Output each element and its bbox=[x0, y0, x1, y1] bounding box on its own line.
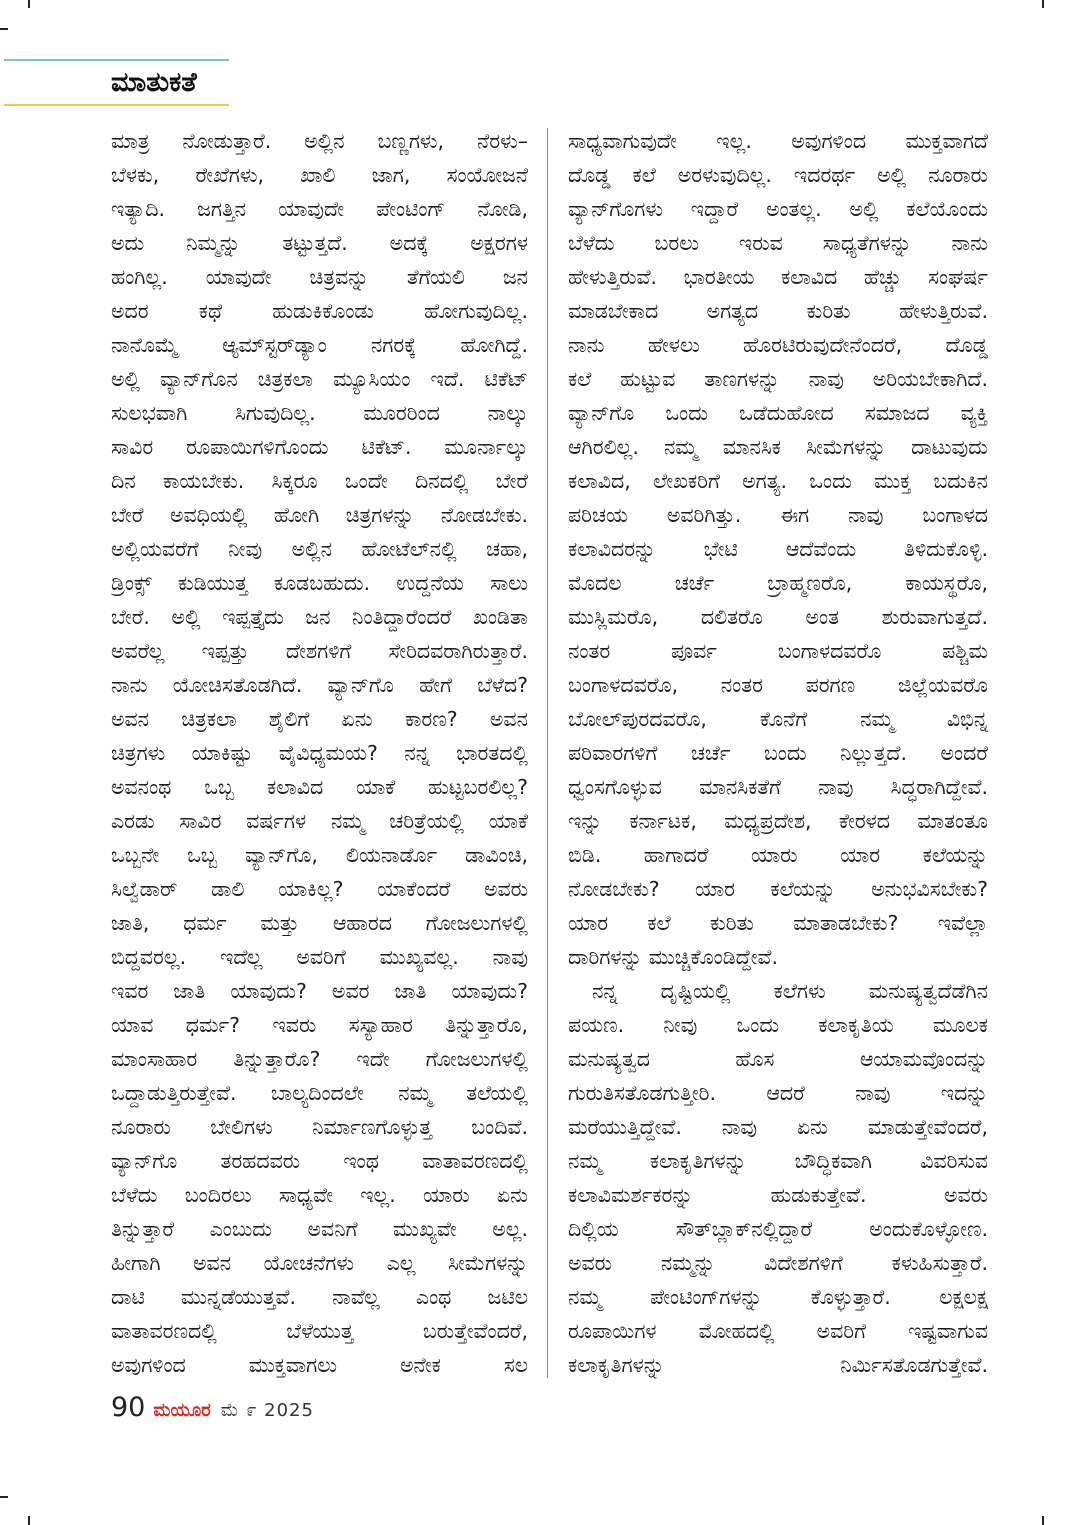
text-line: ನೋಡಬೇಕು? ಯಾರ ಕಲೆಯನ್ನು ಅನುಭವಿಸಬೇಕು? bbox=[568, 877, 988, 901]
text-line: ಧ್ವಂಸಗೊಳ್ಳುವ ಮಾನಸಿಕತೆಗೆ ನಾವು ಸಿದ್ಧರಾಗಿದ್ದೇವೆ. bbox=[568, 775, 988, 799]
text-line: ಕಲಾವಿದ, ಲೇಖಕರಿಗೆ ಅಗತ್ಯ. ಒಂದು ಮುಕ್ತ ಬದುಕಿನ bbox=[568, 469, 988, 493]
text-line: ಹೀಗಾಗಿ ಅವನ ಯೋಚನೆಗಳು ಎಲ್ಲ ಸೀಮೆಗಳನ್ನು bbox=[111, 1251, 528, 1275]
text-line: ಬೇರೆ ಅವಧಿಯಲ್ಲಿ ಹೋಗಿ ಚಿತ್ರಗಳನ್ನು ನೋಡಬೇಕು. bbox=[111, 503, 528, 527]
text-line: ಅಲ್ಲಿ ವ್ಯಾನ್‌ಗೊನ ಚಿತ್ರಕಲಾ ಮ್ಯೂಸಿಯಂ ಇದೆ. ಟಿಕೆಟ್ bbox=[111, 367, 528, 391]
magazine-name: ಮಯೂರ bbox=[153, 1400, 211, 1421]
crop-mark-bottom-right bbox=[1042, 1516, 1044, 1525]
text-line: ದಿನ ಕಾಯಬೇಕು. ಸಿಕ್ಕರೂ ಒಂದೇ ದಿನದಲ್ಲಿ ಬೇರೆ bbox=[111, 469, 528, 493]
text-line: ಕಲಾಕೃತಿಗಳನ್ನು ನಿರ್ಮಿಸತೊಡಗುತ್ತೇವೆ. bbox=[568, 1353, 988, 1377]
text-line: ವ್ಯಾನ್‌ಗೊ ತರಹದವರು ಇಂಥ ವಾತಾವರಣದಲ್ಲಿ bbox=[111, 1149, 528, 1173]
text-line: ನೂರಾರು ಬೇಲಿಗಳು ನಿರ್ಮಾಣಗೊಳ್ಳುತ್ತ ಬಂದಿವೆ. bbox=[111, 1115, 528, 1139]
text-line: ರೂಪಾಯಿಗಳ ಮೋಹದಲ್ಲಿ ಅವರಿಗೆ ಇಷ್ಟವಾಗುವ bbox=[568, 1319, 988, 1343]
text-line: ಆಗಿರಲಿಲ್ಲ. ನಮ್ಮ ಮಾನಸಿಕ ಸೀಮೆಗಳನ್ನು ದಾಟುವುದು bbox=[568, 435, 988, 459]
page-number: 90 bbox=[111, 1392, 146, 1423]
text-line: ಬೆಳಕು, ರೇಖೆಗಳು, ಖಾಲಿ ಜಾಗ, ಸಂಯೋಜನೆ bbox=[111, 163, 528, 187]
text-line: ಯಾರ ಕಲೆ ಕುರಿತು ಮಾತಾಡಬೇಕು? ಇವೆಲ್ಲಾ bbox=[568, 911, 988, 935]
text-line: ಮುಸ್ಲಿಮರೊ, ದಲಿತರೊ ಅಂತ ಶುರುವಾಗುತ್ತದೆ. bbox=[568, 605, 988, 629]
text-line: ಮರೆಯುತ್ತಿದ್ದೇವೆ. ನಾವು ಏನು ಮಾಡುತ್ತೇವೆಂದರೆ, bbox=[568, 1115, 988, 1139]
text-line: ಪರಿವಾರಗಳಿಗೆ ಚರ್ಚೆ ಬಂದು ನಿಲ್ಲುತ್ತದೆ. ಅಂದರೆ bbox=[568, 741, 988, 765]
text-line: ದಾರಿಗಳನ್ನು ಮುಚ್ಚಿಕೊಂಡಿದ್ದೇವೆ. bbox=[568, 945, 778, 969]
text-line: ಪರಿಚಯ ಅವರಿಗಿತ್ತು. ಈಗ ನಾವು ಬಂಗಾಳದ bbox=[568, 503, 988, 527]
text-line: ಅವನ ಚಿತ್ರಕಲಾ ಶೈಲಿಗೆ ಏನು ಕಾರಣ? ಅವನ bbox=[111, 707, 528, 731]
crop-mark-left-lower bbox=[0, 1496, 8, 1498]
text-line: ಇವರ ಜಾತಿ ಯಾವುದು? ಅವರ ಜಾತಿ ಯಾವುದು? bbox=[111, 979, 528, 1003]
text-line: ಬಿಡಿ. ಹಾಗಾದರೆ ಯಾರು ಯಾರ ಕಲೆಯನ್ನು bbox=[568, 843, 988, 867]
crop-mark-top-left bbox=[28, 0, 30, 8]
text-line: ನಾನೊಮ್ಮೆ ಆ್ಯಮ್‌ಸ್ಟರ್‌ಡ್ಯಾಂ ನಗರಕ್ಕೆ ಹೋಗಿದ್ದೆ. bbox=[111, 333, 528, 357]
text-line: ಸಾಧ್ಯವಾಗುವುದೇ ಇಲ್ಲ. ಅವುಗಳಿಂದ ಮುಕ್ತವಾಗದೆ bbox=[568, 129, 988, 153]
article-column-right bbox=[568, 124, 988, 1382]
text-line: ವ್ಯಾನ್‌ಗೊ ಒಂದು ಒಡೆದುಹೋದ ಸಮಾಜದ ವ್ಯಕ್ತಿ bbox=[568, 401, 988, 425]
article-column-left bbox=[111, 124, 528, 1382]
text-line: ದಿಲ್ಲಿಯ ಸೌತ್‌ಬ್ಲಾಕ್‌ನಲ್ಲಿದ್ದಾರೆ ಅಂದುಕೊಳ್ಳೋಣ. bbox=[568, 1217, 988, 1241]
text-line: ಅಲ್ಲಿಯವರೆಗೆ ನೀವು ಅಲ್ಲಿನ ಹೋಟೆಲ್‌ನಲ್ಲಿ ಚಹಾ, bbox=[111, 537, 528, 561]
text-line: ಹಂಗಿಲ್ಲ. ಯಾವುದೇ ಚಿತ್ರವನ್ನು ತೆಗೆಯಲಿ ಜನ bbox=[111, 265, 528, 289]
text-line: ಬಂಗಾಳದವರೊ, ನಂತರ ಪರಗಣ ಜಿಲ್ಲೆಯವರೊ bbox=[568, 673, 988, 697]
text-line: ಅವನಂಥ ಒಬ್ಬ ಕಲಾವಿದ ಯಾಕೆ ಹುಟ್ಟಬರಲಿಲ್ಲ? bbox=[111, 775, 528, 799]
text-line: ಒದ್ದಾಡುತ್ತಿರುತ್ತೇವೆ. ಬಾಲ್ಯದಿಂದಲೇ ನಮ್ಮ ತಲೆಯಲ್ಲಿ bbox=[111, 1081, 528, 1105]
text-line: ದೊಡ್ಡ ಕಲೆ ಅರಳುವುದಿಲ್ಲ. ಇದರರ್ಥ ಅಲ್ಲಿ ನೂರಾರು bbox=[568, 163, 988, 187]
header-rule-bottom bbox=[4, 104, 229, 106]
text-line: ಸಿಲ್ವೆಡಾರ್ ಡಾಲಿ ಯಾಕಿಲ್ಲ? ಯಾಕೆಂದರೆ ಅವರು bbox=[111, 877, 528, 901]
issue-date: ಮೆ ೯ 2025 bbox=[220, 1400, 314, 1421]
crop-mark-bottom-left bbox=[28, 1516, 30, 1525]
text-line: ಪಯಣ. ನೀವು ಒಂದು ಕಲಾಕೃತಿಯ ಮೂಲಕ bbox=[568, 1013, 988, 1037]
text-line: ಮಾತ್ರ ನೋಡುತ್ತಾರೆ. ಅಲ್ಲಿನ ಬಣ್ಣಗಳು, ನೆರಳು– bbox=[111, 129, 528, 153]
text-line: ಗುರುತಿಸತೊಡಗುತ್ತೀರಿ. ಆದರೆ ನಾವು ಇದನ್ನು bbox=[568, 1081, 988, 1105]
text-line: ಮಾಂಸಾಹಾರ ತಿನ್ನುತ್ತಾರೊ? ಇದೇ ಗೋಜಲುಗಳಲ್ಲಿ bbox=[111, 1047, 528, 1071]
text-line: ಅದರ ಕಥೆ ಹುಡುಕಿಕೊಂಡು ಹೋಗುವುದಿಲ್ಲ. bbox=[111, 299, 528, 323]
text-line: ಅವರೆಲ್ಲ ಇಪ್ಪತ್ತು ದೇಶಗಳಿಗೆ ಸೇರಿದವರಾಗಿರುತ್ತಾರೆ. bbox=[111, 639, 528, 663]
text-line: ಡ್ರಿಂಕ್ಸ್ ಕುಡಿಯುತ್ತ ಕೂಡಬಹುದು. ಉದ್ದನೆಯ ಸಾಲು bbox=[111, 571, 528, 595]
text-line: ಬೆಳೆದು ಬರಲು ಇರುವ ಸಾಧ್ಯತೆಗಳನ್ನು ನಾನು bbox=[568, 231, 988, 255]
text-line: ತಿನ್ನುತ್ತಾರೆ ಎಂಬುದು ಅವನಿಗೆ ಮುಖ್ಯವೇ ಅಲ್ಲ. bbox=[111, 1217, 528, 1241]
crop-mark-left-upper bbox=[0, 28, 8, 30]
header-rule-top bbox=[4, 59, 229, 61]
text-line: ವಾತಾವರಣದಲ್ಲಿ ಬೆಳೆಯುತ್ತ ಬರುತ್ತೇವೆಂದರೆ, bbox=[111, 1319, 528, 1343]
text-line: ನನ್ನ ದೃಷ್ಟಿಯಲ್ಲಿ ಕಲೆಗಳು ಮನುಷ್ಯತ್ವದೆಡೆಗಿನ bbox=[592, 979, 988, 1003]
text-line: ವ್ಯಾನ್‌ಗೊಗಳು ಇದ್ದಾರೆ ಅಂತಲ್ಲ. ಅಲ್ಲಿ ಕಲೆಯೊಂದು bbox=[568, 197, 988, 221]
text-line: ಚಿತ್ರಗಳು ಯಾಕಿಷ್ಟು ವೈವಿಧ್ಯಮಯ? ನನ್ನ ಭಾರತದಲ್ಲಿ bbox=[111, 741, 528, 765]
text-line: ನಾನು ಯೋಚಿಸತೊಡಗಿದೆ. ವ್ಯಾನ್‌ಗೊ ಹೇಗೆ ಬೆಳೆದ? bbox=[111, 673, 528, 697]
text-line: ಬೋಲ್‌ಪುರದವರೊ, ಕೊನೆಗೆ ನಮ್ಮ ವಿಭಿನ್ನ bbox=[568, 707, 988, 731]
text-line: ನಂತರ ಪೂರ್ವ ಬಂಗಾಳದವರೊ ಪಶ್ಚಿಮ bbox=[568, 639, 988, 663]
text-line: ನಾನು ಹೇಳಲು ಹೊರಟಿರುವುದೇನೆಂದರೆ, ದೊಡ್ಡ bbox=[568, 333, 988, 357]
text-line: ಮಾಡಬೇಕಾದ ಅಗತ್ಯದ ಕುರಿತು ಹೇಳುತ್ತಿರುವೆ. bbox=[568, 299, 988, 323]
text-line: ದಾಟಿ ಮುನ್ನಡೆಯುತ್ತವೆ. ನಾವೆಲ್ಲ ಎಂಥ ಜಟಿಲ bbox=[111, 1285, 528, 1309]
text-line: ಹೇಳುತ್ತಿರುವೆ. ಭಾರತೀಯ ಕಲಾವಿದ ಹೆಚ್ಚು ಸಂಘರ್ಷ bbox=[568, 265, 988, 289]
text-line: ಬೇರೆ. ಅಲ್ಲಿ ಇಪ್ಪತ್ತೈದು ಜನ ನಿಂತಿದ್ದಾರೆಂದರೆ ಖಂಡಿತಾ bbox=[111, 605, 528, 629]
column-divider bbox=[547, 128, 548, 1378]
text-line: ಮನುಷ್ಯತ್ವದ ಹೊಸ ಆಯಾಮವೊಂದನ್ನು bbox=[568, 1047, 988, 1071]
page-footer bbox=[111, 1392, 314, 1428]
text-line: ಅದು ನಿಮ್ಮನ್ನು ತಟ್ಟುತ್ತದೆ. ಅದಕ್ಕೆ ಅಕ್ಷರಗಳ bbox=[111, 231, 528, 255]
text-line: ಸಾವಿರ ರೂಪಾಯಿಗಳಿಗೊಂದು ಟಿಕೆಟ್. ಮೂರ್ನಾಲ್ಕು bbox=[111, 435, 528, 459]
text-line: ನಮ್ಮ ಪೇಂಟಿಂಗ್‌ಗಳನ್ನು ಕೊಳ್ಳುತ್ತಾರೆ. ಲಕ್ಷಲಕ್ಷ bbox=[568, 1285, 988, 1309]
text-line: ಇನ್ನು ಕರ್ನಾಟಕ, ಮಧ್ಯಪ್ರದೇಶ, ಕೇರಳದ ಮಾತಂತೂ bbox=[568, 809, 988, 833]
crop-mark-top-right bbox=[1042, 0, 1044, 8]
text-line: ಯಾವ ಧರ್ಮ? ಇವರು ಸಸ್ಯಾಹಾರ ತಿನ್ನುತ್ತಾರೊ, bbox=[111, 1013, 528, 1037]
text-line: ಇತ್ಯಾದಿ. ಜಗತ್ತಿನ ಯಾವುದೇ ಪೇಂಟಿಂಗ್ ನೋಡಿ, bbox=[111, 197, 528, 221]
text-line: ಮೊದಲ ಚರ್ಚೆ ಬ್ರಾಹ್ಮಣರೊ, ಕಾಯಸ್ಥರೊ, bbox=[568, 571, 988, 595]
text-line: ಅವರು ನಮ್ಮನ್ನು ವಿದೇಶಗಳಿಗೆ ಕಳುಹಿಸುತ್ತಾರೆ. bbox=[568, 1251, 988, 1275]
text-line: ಬೆಳೆದು ಬಂದಿರಲು ಸಾಧ್ಯವೇ ಇಲ್ಲ. ಯಾರು ಏನು bbox=[111, 1183, 528, 1207]
text-line: ನಮ್ಮ ಕಲಾಕೃತಿಗಳನ್ನು ಬೌದ್ಧಿಕವಾಗಿ ವಿವರಿಸುವ bbox=[568, 1149, 988, 1173]
text-line: ಕಲೆ ಹುಟ್ಟುವ ತಾಣಗಳನ್ನು ನಾವು ಅರಿಯಬೇಕಾಗಿದೆ. bbox=[568, 367, 988, 391]
text-line: ಎರಡು ಸಾವಿರ ವರ್ಷಗಳ ನಮ್ಮ ಚರಿತ್ರೆಯಲ್ಲಿ ಯಾಕೆ bbox=[111, 809, 528, 833]
text-line: ಕಲಾವಿದರನ್ನು ಭೇಟಿ ಆದೆವೆಂದು ತಿಳಿದುಕೊಳ್ಳಿ. bbox=[568, 537, 988, 561]
text-line: ಅವುಗಳಿಂದ ಮುಕ್ತವಾಗಲು ಅನೇಕ ಸಲ bbox=[111, 1353, 528, 1377]
text-line: ಬಿದ್ದವರಲ್ಲ. ಇದೆಲ್ಲ ಅವರಿಗೆ ಮುಖ್ಯವಲ್ಲ. ನಾವು bbox=[111, 945, 528, 969]
section-title: ಮಾತುಕತೆ bbox=[111, 67, 197, 98]
text-line: ಒಬ್ಬನೇ ಒಬ್ಬ ವ್ಯಾನ್‌ಗೊ, ಲಿಯನಾರ್ಡೊ ಡಾವಿಂಚಿ, bbox=[111, 843, 528, 867]
text-line: ಜಾತಿ, ಧರ್ಮ ಮತ್ತು ಆಹಾರದ ಗೋಜಲುಗಳಲ್ಲಿ bbox=[111, 911, 528, 935]
text-line: ಕಲಾವಿಮರ್ಶಕರನ್ನು ಹುಡುಕುತ್ತೇವೆ. ಅವರು bbox=[568, 1183, 988, 1207]
text-line: ಸುಲಭವಾಗಿ ಸಿಗುವುದಿಲ್ಲ. ಮೂರರಿಂದ ನಾಲ್ಕು bbox=[111, 401, 528, 425]
